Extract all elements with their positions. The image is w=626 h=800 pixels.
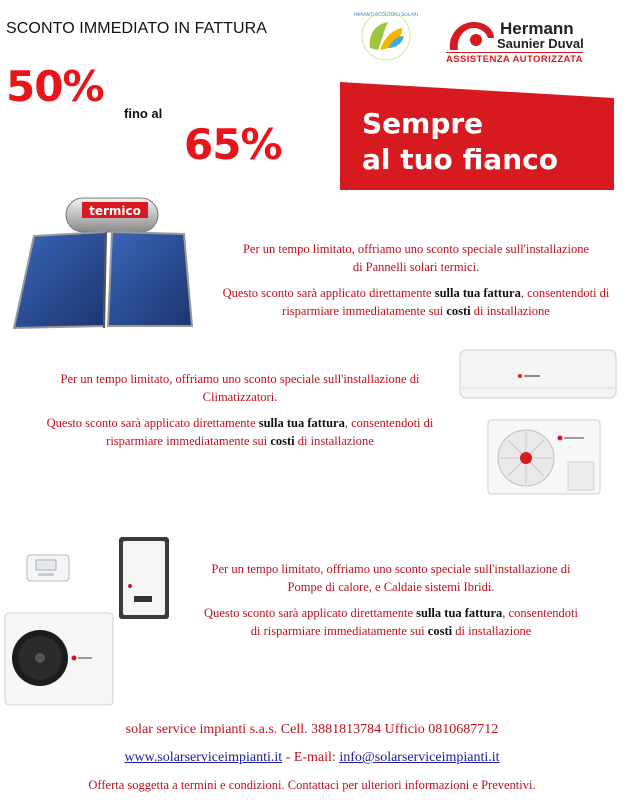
discount-high: 65%: [184, 120, 282, 169]
slogan-line1: Sempre: [362, 107, 484, 140]
ac-indoor-unit-image: [458, 348, 618, 404]
solar-description: [206, 240, 626, 320]
discount-low: 50%: [6, 62, 104, 111]
solar-line4: risparmiare immediatamente sui costi di installazione: [282, 304, 550, 318]
heat-pump-image: [4, 612, 114, 708]
tank-label: termico: [89, 204, 141, 218]
website-link[interactable]: www.solarserviceimpianti.it: [124, 750, 283, 765]
ac-outdoor-unit-image: [486, 418, 602, 500]
page-title: SCONTO IMMEDIATO IN FATTURA: [6, 20, 268, 37]
ac-line1: Per un tempo limitato, offriamo uno sconto speciale sull'installazione di: [60, 372, 420, 386]
disclaimer: Offerta soggetta a termini e condizioni. Contattaci per ulteriori informazioni e Preventivi.: [88, 778, 536, 792]
solar-line1: Per un tempo limitato, offriamo uno sconto speciale sull'installazione: [242, 242, 590, 256]
ac-description: [40, 370, 440, 450]
ac-line4: risparmiare immediatamente sui costi di installazione: [106, 434, 374, 448]
hp-line2: Pompe di calore, e Caldaie sistemi Ibridi.: [287, 580, 495, 594]
email-label: - E-mail:: [282, 750, 340, 765]
thermostat-image: [26, 554, 70, 582]
eco-logo-text: IMPIANTI ECOLOGICI SOLARI: [354, 13, 418, 18]
slogan-line2: al tuo fianco: [362, 143, 558, 176]
boiler-image: [118, 536, 170, 620]
hp-line1: Per un tempo limitato, offriamo uno sconto speciale sull'installazione di: [211, 562, 571, 576]
hp-line3: Questo sconto sarà applicato direttamente sulla tua fattura, consentendoti: [204, 606, 578, 620]
logo-line3: ASSISTENZA AUTORIZZATA: [446, 54, 583, 65]
solar-panel-image: [8, 192, 208, 334]
hp-line4: di risparmiare immediatamente sui costi di installazione: [250, 624, 532, 638]
logo-line2: Saunier Duval: [497, 36, 584, 51]
email-link[interactable]: info@solarserviceimpianti.it: [339, 750, 500, 765]
ac-line3: Questo sconto sarà applicato direttamente sulla tua fattura, consentendoti di: [46, 416, 434, 430]
hp-description: [186, 560, 596, 640]
fino-al-label: fino al: [124, 106, 163, 121]
logo-line1: Hermann: [500, 19, 574, 38]
solar-line3: Questo sconto sarà applicato direttamente sulla tua fattura, consentendoti di: [222, 286, 610, 300]
company-contact: solar service impianti s.a.s. Cell. 3881813784 Ufficio 0810687712: [125, 722, 499, 737]
eco-solar-logo: [354, 8, 418, 64]
ac-line2: Climatizzatori.: [202, 390, 278, 404]
web-contact: [0, 750, 624, 766]
solar-line2: di Pannelli solari termici.: [352, 260, 480, 274]
